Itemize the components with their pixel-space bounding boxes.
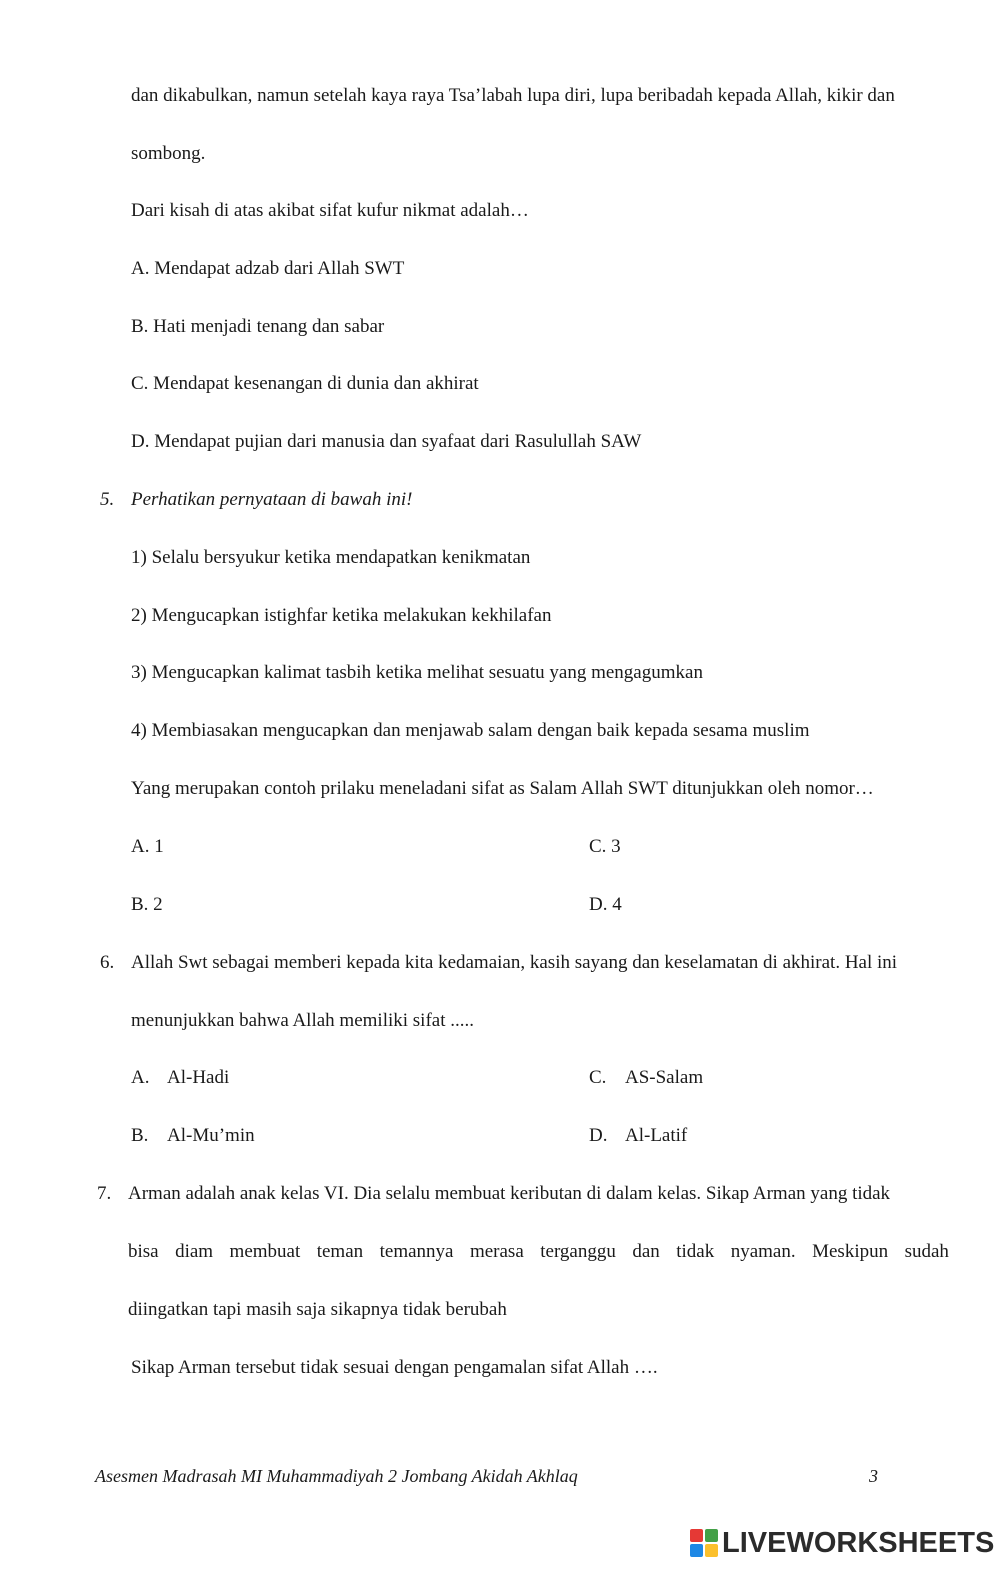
q5-statement-1: 1) Selalu bersyukur ketika mendapatkan kenikmatan [131,547,531,568]
page-number: 3 [869,1466,878,1486]
footer-title: Asesmen Madrasah MI Muhammadiyah 2 Jombang Akidah Akhlaq [95,1466,578,1486]
q4-text-line1: dan dikabulkan, namun setelah kaya raya Tsa’labah lupa diri, lupa beribadah kepada Allah, kikir dan [131,85,895,106]
q6-option-c-letter: C. [589,1067,607,1088]
q7-word: diam [175,1241,214,1262]
q6-number: 6. [100,952,115,973]
liveworksheets-logo-icon [690,1529,718,1557]
q7-text-line1: Arman adalah anak kelas VI. Dia selalu membuat keributan di dalam kelas. Sikap Arman yang tidak [128,1183,891,1204]
q7-word: membuat [229,1241,301,1262]
q4-option-c: C. Mendapat kesenangan di dunia dan akhirat [131,373,479,394]
liveworksheets-brand[interactable] [690,1526,994,1560]
q5-statement-4: 4) Membiasakan mengucapkan dan menjawab salam dengan baik kepada sesama muslim [131,720,810,741]
q7-word: dan [632,1241,660,1262]
q4-option-d: D. Mendapat pujian dari manusia dan syafaat dari Rasulullah SAW [131,431,642,452]
q4-text-line2: sombong. [131,143,206,164]
q5-prompt: Perhatikan pernyataan di bawah ini! [131,489,413,510]
q7-text-line2 [128,1240,949,1264]
q7-word: sudah [904,1241,949,1262]
q7-word: Meskipun [812,1241,889,1262]
q6-text-line2: menunjukkan bahwa Allah memiliki sifat ..... [131,1010,474,1031]
q6-option-b-letter: B. [131,1125,149,1146]
logo-square-yellow [705,1544,718,1557]
q5-option-b: B. 2 [131,894,163,915]
q7-text-line3: diingatkan tapi masih saja sikapnya tidak berubah [128,1299,507,1320]
q6-text-line1: Allah Swt sebagai memberi kepada kita kedamaian, kasih sayang dan keselamatan di akhirat. Hal ini [131,952,898,973]
q5-option-c: C. 3 [589,836,621,857]
q6-option-d-letter: D. [589,1125,608,1146]
q7-word: terganggu [540,1241,616,1262]
q4-question: Dari kisah di atas akibat sifat kufur nikmat adalah… [131,200,529,221]
q7-word: temannya [379,1241,454,1262]
q6-option-d-text: Al-Latif [625,1125,688,1146]
q5-statement-3: 3) Mengucapkan kalimat tasbih ketika melihat sesuatu yang mengagumkan [131,662,703,683]
q7-word: bisa [128,1241,159,1262]
q5-statement-2: 2) Mengucapkan istighfar ketika melakukan kekhilafan [131,605,552,626]
q6-option-b-text: Al-Mu’min [167,1125,255,1146]
q4-option-b: B. Hati menjadi tenang dan sabar [131,316,385,337]
q5-option-a: A. 1 [131,836,164,857]
q6-option-c-text: AS-Salam [625,1067,704,1088]
q7-question: Sikap Arman tersebut tidak sesuai dengan pengamalan sifat Allah …. [131,1357,658,1378]
q5-option-d: D. 4 [589,894,622,915]
q7-word: nyaman. [730,1241,796,1262]
logo-square-green [705,1529,718,1542]
logo-square-red [690,1529,703,1542]
q7-word: teman [316,1241,364,1262]
q7-word: tidak [676,1241,715,1262]
q4-option-a: A. Mendapat adzab dari Allah SWT [131,258,405,279]
liveworksheets-wordmark: LIVEWORKSHEETS [722,1526,995,1559]
q6-option-a-text: Al-Hadi [167,1067,230,1088]
q6-option-a-letter: A. [131,1067,150,1088]
q5-number: 5. [100,489,115,510]
q5-question: Yang merupakan contoh prilaku meneladani sifat as Salam Allah SWT ditunjukkan oleh nomor… [131,778,874,799]
q7-word: merasa [469,1241,524,1262]
q7-number: 7. [97,1183,112,1204]
logo-square-blue [690,1544,703,1557]
